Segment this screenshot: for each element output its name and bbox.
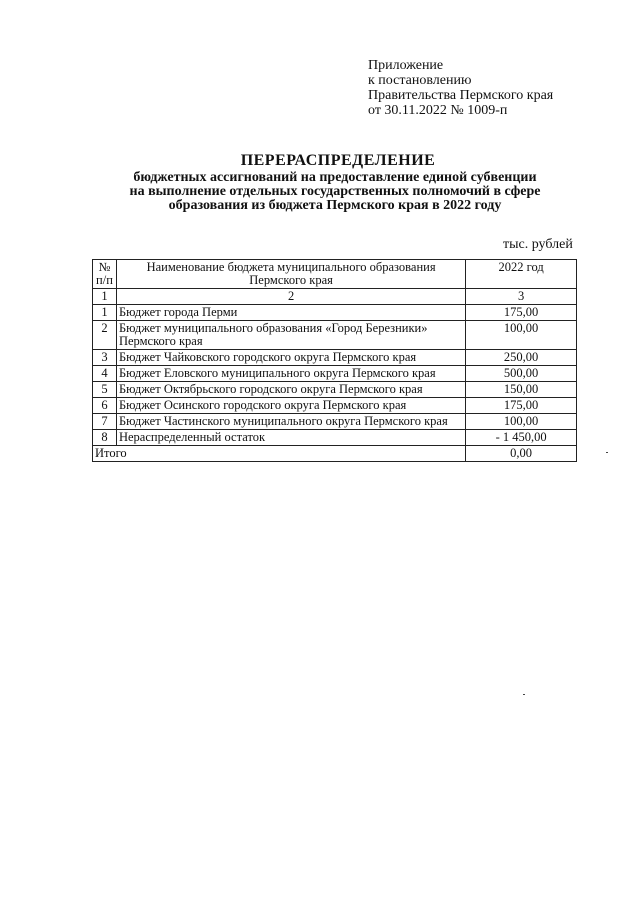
index-num: 1 (93, 289, 117, 305)
header-num: № п/п (93, 260, 117, 289)
table-row (93, 414, 577, 430)
index-name: 2 (116, 289, 465, 305)
document-title: ПЕРЕРАСПРЕДЕЛЕНИЕ (240, 152, 436, 169)
row-name: Бюджет Октябрьского городского округа Пермского края (116, 382, 465, 398)
row-name: Бюджет Еловского муниципального округа Пермского края (116, 366, 465, 382)
row-value: 100,00 (466, 414, 577, 430)
row-num: 7 (93, 414, 117, 430)
table-row (93, 321, 577, 350)
table-row (93, 430, 577, 446)
scan-speck (606, 452, 608, 453)
row-value: - 1 450,00 (466, 430, 577, 446)
row-value: 500,00 (466, 366, 577, 382)
row-name: Бюджет Осинского городского округа Пермского края (116, 398, 465, 414)
table-index-row (93, 289, 577, 305)
subtitle-line: бюджетных ассигнований на предоставление единой субвенции (133, 170, 537, 185)
row-num: 2 (93, 321, 117, 350)
row-value: 175,00 (466, 398, 577, 414)
table-row (93, 382, 577, 398)
row-num: 8 (93, 430, 117, 446)
row-num: 4 (93, 366, 117, 382)
budget-table (92, 259, 577, 462)
table-header-row (93, 260, 577, 289)
row-value: 250,00 (466, 350, 577, 366)
row-num: 6 (93, 398, 117, 414)
row-name: Бюджет муниципального образования «Город Березники» Пермского края (116, 321, 465, 350)
total-value: 0,00 (466, 446, 577, 462)
row-name: Бюджет Чайковского городского округа Пермского края (116, 350, 465, 366)
appendix-line: от 30.11.2022 № 1009-п (368, 103, 508, 118)
row-name: Бюджет Частинского муниципального округа Пермского края (116, 414, 465, 430)
row-name: Бюджет города Перми (116, 305, 465, 321)
units-label: тыс. рублей (503, 237, 573, 252)
row-value: 175,00 (466, 305, 577, 321)
table-row (93, 366, 577, 382)
document-subtitle (100, 171, 570, 213)
row-num: 1 (93, 305, 117, 321)
subtitle-line: образования из бюджета Пермского края в 2022 году (168, 198, 502, 213)
index-value: 3 (466, 289, 577, 305)
header-value: 2022 год (466, 260, 577, 289)
appendix-line: Приложение (368, 58, 444, 73)
table-body (93, 289, 577, 446)
table-row (93, 398, 577, 414)
appendix-line: к постановлению (368, 73, 472, 88)
table-row (93, 350, 577, 366)
table-row (93, 305, 577, 321)
row-num: 3 (93, 350, 117, 366)
row-value: 100,00 (466, 321, 577, 350)
table-total-row (93, 446, 577, 462)
appendix-block (368, 58, 553, 118)
appendix-line: Правительства Пермского края (368, 88, 554, 103)
total-label: Итого (93, 446, 466, 462)
row-value: 150,00 (466, 382, 577, 398)
subtitle-line: на выполнение отдельных государственных полномочий в сфере (129, 184, 541, 199)
header-name: Наименование бюджета муниципального образования Пермского края (116, 260, 465, 289)
scan-speck (523, 694, 525, 695)
row-name: Нераспределенный остаток (116, 430, 465, 446)
row-num: 5 (93, 382, 117, 398)
